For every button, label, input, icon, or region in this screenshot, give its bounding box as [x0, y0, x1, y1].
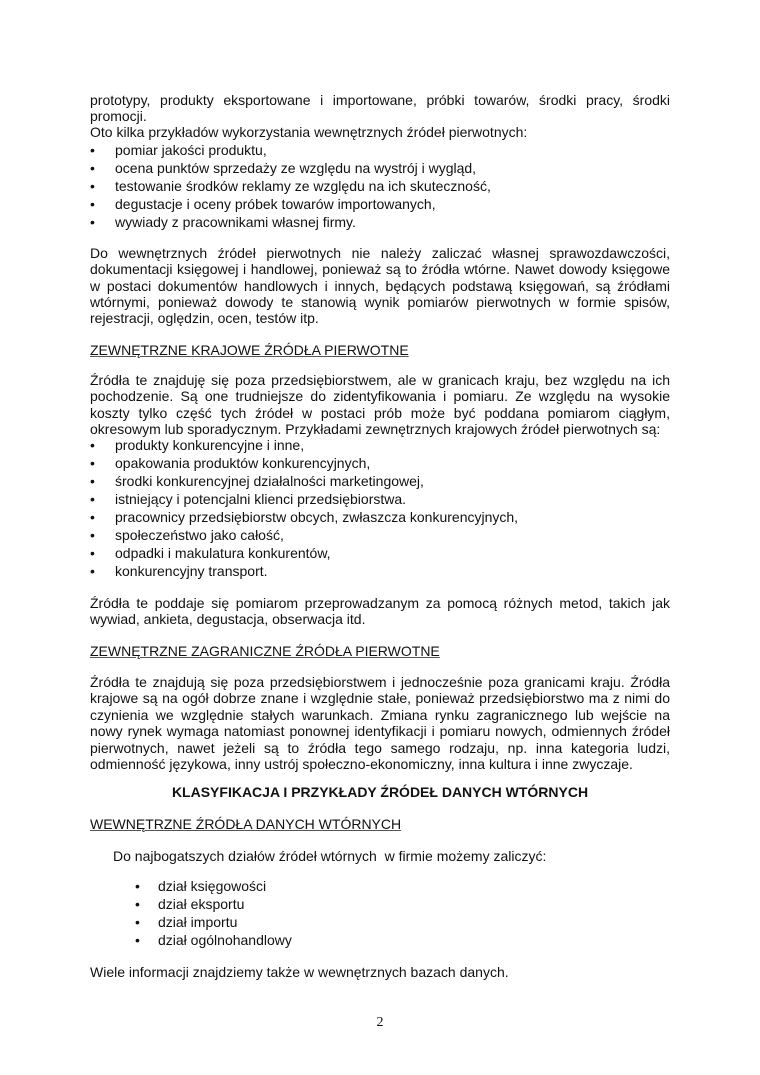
text-line: nowy rynek wymaga natomiast ponownej identyfikacji i pomiaru nowych, odmiennych źródeł	[90, 723, 670, 740]
text-line: rejestracji, oględzin, ocen, testów itp.	[90, 310, 319, 327]
text-line: pochodzenie. Są one trudniejsze do zidentyfikowania i pomiaru. Ze względu na wysokie	[90, 388, 670, 405]
text-line: Oto kilka przykładów wykorzystania wewnętrznych źródeł pierwotnych:	[90, 124, 528, 140]
list-item	[90, 527, 284, 543]
list-item	[90, 509, 518, 525]
section-heading-foreign: ZEWNĘTRZNE ZAGRANICZNE ŹRÓDŁA PIERWOTNE	[90, 643, 440, 659]
text-line: w postaci dokumentów handlowych i innych, będących podstawą księgowań, są źródłami	[90, 277, 670, 294]
bullet-icon: •	[90, 491, 95, 507]
list-item	[135, 914, 237, 930]
text-line: Źródła te poddaje się pomiarom przeprowadzanym za pomocą różnych metod, takich jak	[90, 595, 670, 611]
list-item	[90, 214, 356, 230]
list-item-text: odpadki i makulatura konkurentów,	[115, 545, 331, 561]
list-item	[90, 178, 491, 194]
list-item-text: pomiar jakości produktu,	[115, 142, 267, 158]
list-item	[90, 196, 436, 212]
list-item	[135, 932, 292, 948]
list-item-text: konkurencyjny transport.	[115, 563, 268, 579]
list-item-text: pracownicy przedsiębiorstw obcych, zwłaszcza konkurencyjnych,	[115, 509, 519, 525]
bullet-icon: •	[90, 196, 95, 212]
bullet-icon: •	[135, 932, 140, 948]
list-item-text: ocena punktów sprzedaży ze względu na wystrój i wygląd,	[115, 160, 477, 176]
text-line: odmienność językowa, inny ustrój społeczno-ekonomiczny, inna kultura i inne zwyczaje.	[90, 756, 633, 772]
list-item-text: testowanie środków reklamy ze względu na ich skuteczność,	[115, 178, 491, 194]
text-line: Wiele informacji znajdziemy także w wewnętrznych bazach danych.	[90, 964, 509, 980]
list-item-text: degustacje i oceny próbek towarów importowanych,	[115, 196, 436, 212]
bullet-icon: •	[135, 896, 140, 912]
bullet-icon: •	[90, 509, 95, 525]
bullet-icon: •	[90, 178, 95, 194]
list-item	[90, 160, 476, 176]
list-item-text: wywiady z pracownikami własnej firmy.	[115, 214, 356, 230]
text-line: koszty tylko część tych źródeł w postaci prób może być poddana pomiarom ciągłym,	[90, 404, 670, 421]
text-line: Źródła te znajduję się poza przedsiębiorstwem, ale w granicach kraju, bez względu na ich	[90, 372, 670, 388]
text-line: dokumentacji księgowej i handlowej, ponieważ są to źródła wtórne. Nawet dowody księgowe	[90, 261, 670, 278]
list-item	[90, 455, 370, 471]
text-line: wywiad, ankieta, degustacja, obserwacja itd.	[90, 611, 366, 628]
list-item	[90, 437, 304, 453]
list-item-text: społeczeństwo jako całość,	[115, 527, 284, 543]
list-item	[90, 491, 406, 507]
list-item	[90, 473, 424, 489]
bullet-icon: •	[90, 563, 95, 579]
bullet-icon: •	[90, 455, 95, 471]
text-line: Do najbogatszych działów źródeł wtórnych w firmie możemy zaliczyć:	[113, 848, 547, 864]
bullet-icon: •	[135, 914, 140, 930]
text-line: pierwotnych, nawet jeżeli są to źródła tego samego rodzaju, np. inna kategoria ludzi,	[90, 739, 670, 756]
list-item-text: dział importu	[158, 914, 238, 930]
bullet-icon: •	[90, 545, 95, 561]
bullet-icon: •	[135, 878, 140, 894]
text-line: czynienia we względnie stałych warunkach. Zmiana rynku zagranicznego lub wejście na	[90, 706, 670, 723]
list-item	[135, 878, 266, 894]
list-item-text: dział ogólnohandlowy	[158, 932, 292, 948]
bullet-icon: •	[90, 142, 95, 158]
list-item-text: produkty konkurencyjne i inne,	[115, 437, 305, 453]
bullet-icon: •	[90, 437, 95, 453]
text-line: okresowym lub sporadycznym. Przykładami zewnętrznych krajowych źródeł pierwotnych są:	[90, 420, 661, 437]
section-heading-internal-secondary: WEWNĘTRZNE ŹRÓDŁA DANYCH WTÓRNYCH	[90, 816, 402, 832]
list-item-text: dział księgowości	[158, 878, 267, 894]
bullet-icon: •	[90, 214, 95, 230]
list-item	[90, 142, 267, 158]
bullet-icon: •	[90, 527, 95, 543]
text-line: Do wewnętrznych źródeł pierwotnych nie należy zaliczać własnej sprawozdawczości,	[90, 245, 670, 261]
section-heading-domestic: ZEWNĘTRZNE KRAJOWE ŹRÓDŁA PIERWOTNE	[90, 342, 409, 358]
page-number: 2	[376, 1015, 384, 1030]
list-item	[90, 563, 268, 579]
text-line: wtórnymi, ponieważ dowody te stanowią wynik pomiarów pierwotnych w formie spisów,	[90, 293, 670, 310]
text-line: prototypy, produkty eksportowane i importowane, próbki towarów, środki pracy, środki	[90, 92, 670, 108]
list-item-text: istniejący i potencjalni klienci przedsiębiorstwa.	[115, 491, 407, 507]
text-line: Źródła te znajdują się poza przedsiębiorstwem i jednocześnie poza granicami kraju. Źródła	[90, 674, 670, 690]
text-line: krajowe są na ogół dobrze znane i względnie stałe, ponieważ przedsiębiorstwo ma z nimi do	[90, 690, 670, 707]
list-item	[135, 896, 244, 912]
bullet-icon: •	[90, 160, 95, 176]
list-item-text: dział eksportu	[158, 896, 245, 912]
chapter-title: KLASYFIKACJA I PRZYKŁADY ŹRÓDEŁ DANYCH WTÓRNYCH	[171, 784, 589, 800]
text-line: promocji.	[90, 108, 147, 124]
list-item-text: środki konkurencyjnej działalności marketingowej,	[115, 473, 424, 489]
list-item	[90, 545, 331, 561]
bullet-icon: •	[90, 473, 95, 489]
list-item-text: opakowania produktów konkurencyjnych,	[115, 455, 371, 471]
